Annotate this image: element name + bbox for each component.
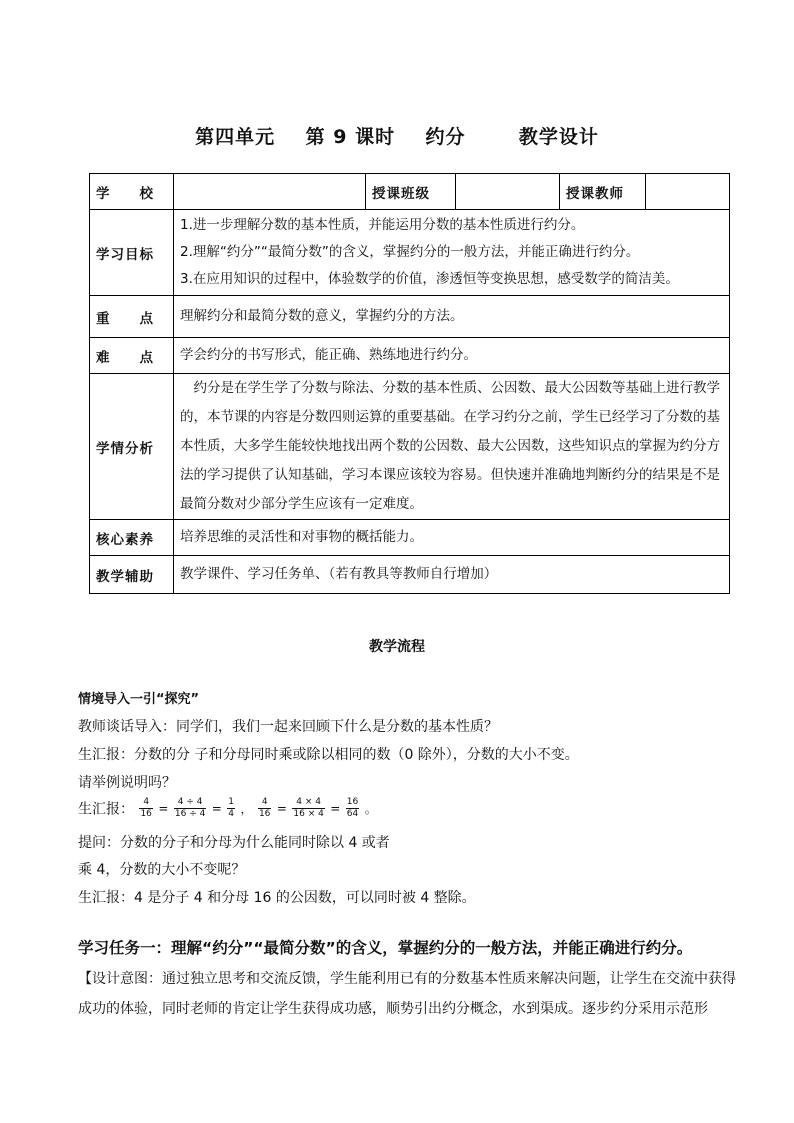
equals-sign: = bbox=[330, 801, 341, 816]
teaching-flow-title: 教学流程 bbox=[369, 639, 425, 655]
paragraph-line: 提问：分数的分子和分母为什么能同时除以 4 或者 bbox=[78, 835, 390, 851]
period: 。 bbox=[364, 802, 377, 816]
analysis-content: 约分是在学生学了分数与除法、分数的基本性质、公因数、最大公因数等基础上进行教学的，本节课的内容是分数四则运算的重要基础。在学习约分之前，学生已经学习了分数的基本性质，大多学生能较快地找出两个数的公因数、最大公因数，这些知识点的掌握为约分方法的学习提供了认知基础，学习本课应该较为容易。但快速并准确地判断约分的结果是不是最简分数对少部分学生应该有一定难度。 bbox=[174, 374, 730, 520]
table-row bbox=[90, 338, 730, 374]
paragraph-line: 教师谈话导入：同学们，我们一起来回顾下什么是分数的基本性质？ bbox=[78, 719, 498, 735]
class-value bbox=[456, 174, 560, 210]
table-row bbox=[90, 520, 730, 556]
fraction-example-line bbox=[78, 797, 738, 820]
paragraph-line: 生汇报：分数的分 子和分母同时乘或除以相同的数（0 除外），分数的大小不变。 bbox=[78, 747, 579, 763]
equals-sign: = bbox=[276, 801, 287, 816]
aids-label: 教学辅助 bbox=[90, 556, 174, 594]
document-title: 第四单元 第 9 课时 约分 教学设计 bbox=[195, 126, 599, 148]
goal-item: 1.进一步理解分数的基本性质，并能运用分数的基本性质进行约分。 bbox=[180, 217, 585, 233]
teacher-label: 授课教师 bbox=[560, 174, 646, 210]
design-intent-paragraph: 【设计意图：通过独立思考和交流反馈，学生能利用已有的分数基本性质来解决问题，让学生在交流中获得成功的体验，同时老师的肯定让学生获得成功感，顺势引出约分概念，水到渠成。逐步约分采用示范形 bbox=[78, 971, 736, 1017]
table-row bbox=[90, 556, 730, 594]
key-point-content: 理解约分和最简分数的意义，掌握约分的方法。 bbox=[174, 296, 730, 338]
lesson-info-table bbox=[89, 173, 730, 594]
fraction: $\frac{4}{16}$ bbox=[140, 797, 152, 819]
teacher-value bbox=[646, 174, 730, 210]
fraction: $\frac{16}{64}$ bbox=[346, 797, 359, 819]
analysis-label: 学情分析 bbox=[90, 374, 174, 520]
goals-label: 学习目标 bbox=[90, 210, 174, 296]
equals-sign: = bbox=[158, 801, 169, 816]
paragraph-line: 生汇报：4 是分子 4 和分母 16 的公因数，可以同时被 4 整除。 bbox=[78, 890, 476, 906]
fraction: $\frac{4}{16}$ bbox=[258, 797, 271, 819]
task-one-title: 学习任务一：理解“约分”“最简分数”的含义，掌握约分的一般方法，并能正确进行约分。 bbox=[78, 939, 693, 957]
table-row bbox=[90, 210, 730, 296]
goal-item: 2.理解“约分”“最简分数”的含义，掌握约分的一般方法，并能正确进行约分。 bbox=[180, 244, 640, 260]
difficulty-content: 学会约分的书写形式，能正确、熟练地进行约分。 bbox=[174, 338, 730, 374]
table-row bbox=[90, 296, 730, 338]
paragraph-line: 请举例说明吗？ bbox=[78, 775, 176, 791]
intro-heading: 情境导入一引“探究” bbox=[78, 692, 200, 707]
key-point-label: 重 点 bbox=[90, 296, 174, 338]
table-row bbox=[90, 374, 730, 520]
school-label: 学 校 bbox=[90, 174, 174, 210]
goal-item: 3.在应用知识的过程中，体验数学的价值，渗透恒等变换思想，感受数学的简洁美。 bbox=[180, 271, 679, 287]
fraction: $\frac{4 \div 4}{16 \div 4}$ bbox=[174, 797, 206, 819]
difficulty-label: 难 点 bbox=[90, 338, 174, 374]
literacy-label: 核心素养 bbox=[90, 520, 174, 556]
aids-content: 教学课件、学习任务单、（若有教具等教师自行增加） bbox=[174, 556, 730, 594]
class-label: 授课班级 bbox=[366, 174, 456, 210]
school-value bbox=[174, 174, 366, 210]
separator: ， bbox=[240, 802, 253, 816]
equals-sign: = bbox=[211, 801, 222, 816]
example-prefix: 生汇报： bbox=[78, 801, 134, 818]
literacy-content: 培养思维的灵活性和对事物的概括能力。 bbox=[174, 520, 730, 556]
fraction: $\frac{4 \times 4}{16 \times 4}$ bbox=[293, 797, 324, 819]
table-row bbox=[90, 174, 730, 210]
paragraph-line: 乘 4，分数的大小不变呢？ bbox=[78, 862, 246, 878]
goals-content bbox=[174, 210, 730, 296]
fraction: $\frac{1}{4}$ bbox=[228, 797, 235, 819]
